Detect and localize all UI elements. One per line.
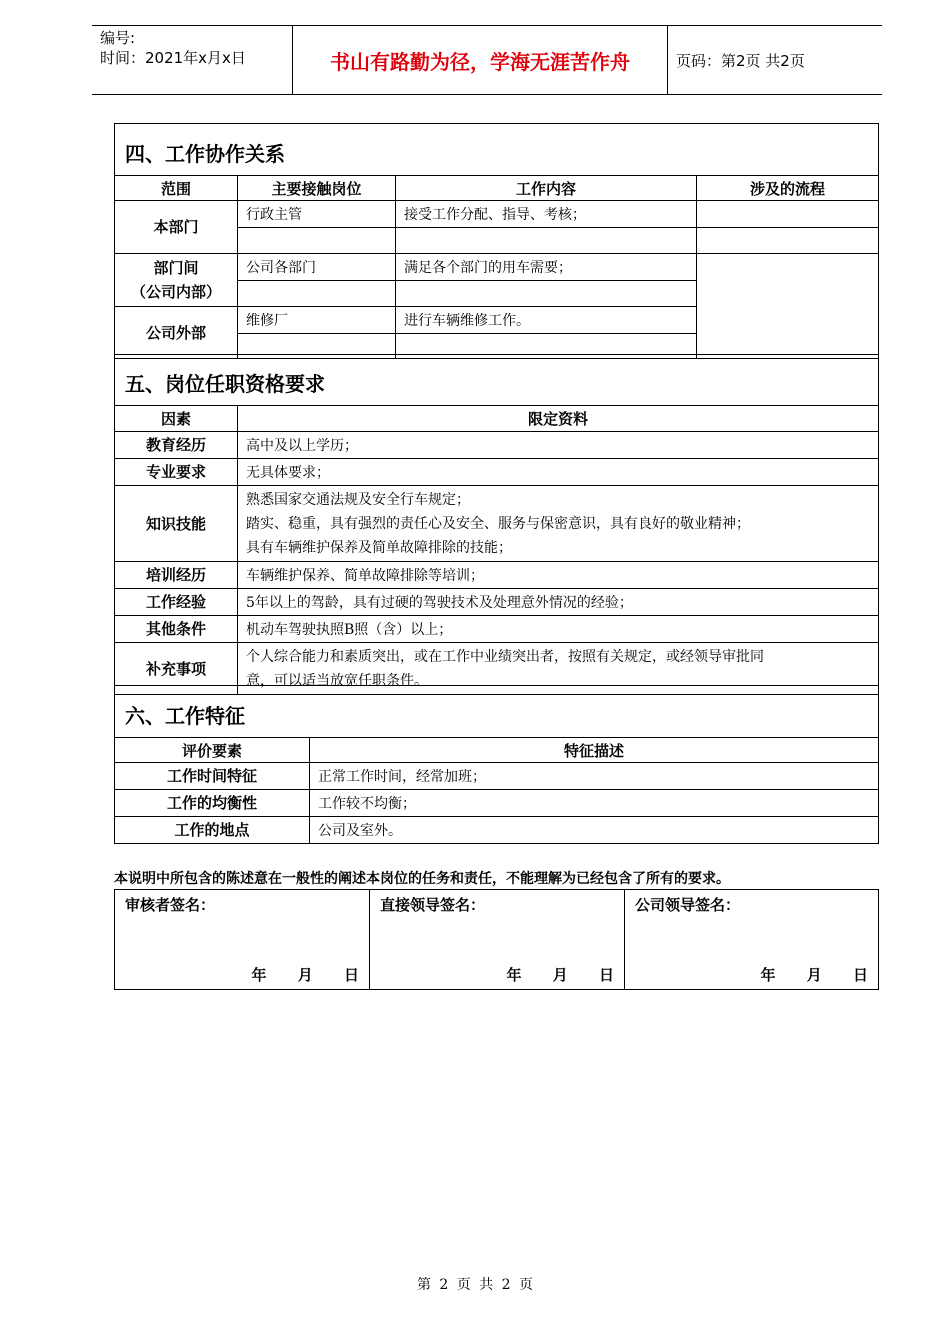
table-row [115,616,879,643]
contact-post: 行政主管 [238,201,396,228]
contact-post: 维修厂 [238,307,396,334]
process-cell [697,201,879,228]
factor-label: 其他条件 [115,616,238,643]
signature-label: 直接领导签名： [380,896,486,914]
section-title-collaboration: 四、工作协作关系 [115,124,879,176]
work-content [396,281,697,307]
characteristic-desc: 工作较不均衡； [310,790,879,817]
scope-line: （公司内部） [130,283,221,301]
header-page-number: 页码：第2页 共2页 [676,52,805,70]
requirement-line: 机动车驾驶执照B照（含）以上； [246,622,453,638]
requirement-line: 高中及以上学历； [246,438,358,454]
scope-line: 部门间 [153,259,199,277]
process-cell [697,254,879,359]
factor-label: 培训经历 [115,562,238,589]
disclaimer-note: 本说明中所包含的陈述意在一般性的阐述本岗位的任务和责任，不能理解为已经包含了所有的要求。 [114,871,730,887]
characteristic-label: 工作时间特征 [115,763,310,790]
scope-inter-department [115,254,238,307]
column-header-factor: 评价要素 [115,738,310,763]
table-row [115,254,879,281]
contact-post: 公司各部门 [238,254,396,281]
requirement-line: 无具体要求； [246,465,330,481]
signature-date: 年 月 日 [251,966,359,984]
signature-reviewer[interactable] [115,890,370,990]
work-content: 接受工作分配、指导、考核； [396,201,697,228]
scope-external: 公司外部 [115,307,238,359]
column-header-content: 工作内容 [396,176,697,201]
signature-direct-leader[interactable] [370,890,625,990]
contact-post [238,228,396,254]
table-row [115,817,879,844]
requirement-line: 个人综合能力和素质突出，或在工作中业绩突出者，按照有关规定，或经领导审批同 [246,649,764,665]
factor-label: 知识技能 [115,486,238,562]
requirement-text [238,486,879,562]
requirement-line: 具有车辆维护保养及简单故障排除的技能； [246,540,512,556]
scope-own-department: 本部门 [115,201,238,254]
requirement-text [238,562,879,589]
table-row [115,432,879,459]
column-header-post: 主要接触岗位 [238,176,396,201]
page-footer: 第 2 页 共 2 页 [416,1277,534,1293]
table-row [115,763,879,790]
factor-label: 教育经历 [115,432,238,459]
requirement-text [238,589,879,616]
signature-company-leader[interactable] [625,890,879,990]
factor-label: 专业要求 [115,459,238,486]
table-row [115,201,879,228]
column-header-description: 特征描述 [310,738,879,763]
process-cell [697,228,879,254]
factor-label: 补充事项 [115,643,238,695]
signature-label: 公司领导签名： [635,896,741,914]
signature-date: 年 月 日 [506,966,614,984]
requirement-line: 熟悉国家交通法规及安全行车规定； [246,492,470,508]
collaboration-table [114,123,879,359]
section-title-characteristics: 六、工作特征 [115,686,879,738]
requirement-text [238,432,879,459]
table-row [115,486,879,562]
characteristic-label: 工作的均衡性 [115,790,310,817]
header-meta [100,28,246,68]
characteristic-label: 工作的地点 [115,817,310,844]
document-time-label: 时间：2021年x月x日 [100,49,246,67]
characteristic-desc: 公司及室外。 [310,817,879,844]
column-header-process: 涉及的流程 [697,176,879,201]
job-characteristics-table [114,685,879,844]
requirement-text [238,616,879,643]
requirement-text [238,459,879,486]
column-header-scope: 范围 [115,176,238,201]
factor-label: 工作经验 [115,589,238,616]
requirement-line: 踏实、稳重，具有强烈的责任心及安全、服务与保密意识，具有良好的敬业精神； [246,516,750,532]
work-content: 进行车辆维修工作。 [396,307,697,334]
contact-post [238,281,396,307]
document-number-label: 编号: [100,29,136,47]
work-content: 满足各个部门的用车需要； [396,254,697,281]
table-row [115,562,879,589]
signature-label: 审核者签名： [125,896,216,914]
qualification-table [114,354,879,695]
work-content [396,228,697,254]
header-motto: 书山有路勤为径，学海无涯苦作舟 [292,26,668,94]
page-header [92,25,882,95]
section-title-qualifications: 五、岗位任职资格要求 [115,355,879,406]
column-header-requirement: 限定资料 [238,406,879,432]
requirement-line: 意，可以适当放宽任职条件。 [246,673,428,689]
signature-date: 年 月 日 [760,966,868,984]
signature-table [114,889,879,990]
characteristic-desc: 正常工作时间，经常加班； [310,763,879,790]
requirement-line: 车辆维护保养、简单故障排除等培训； [246,568,484,584]
table-row [115,790,879,817]
requirement-line: 5年以上的驾龄，具有过硬的驾驶技术及处理意外情况的经验； [246,595,633,611]
table-row [115,589,879,616]
table-row [115,459,879,486]
column-header-factor: 因素 [115,406,238,432]
